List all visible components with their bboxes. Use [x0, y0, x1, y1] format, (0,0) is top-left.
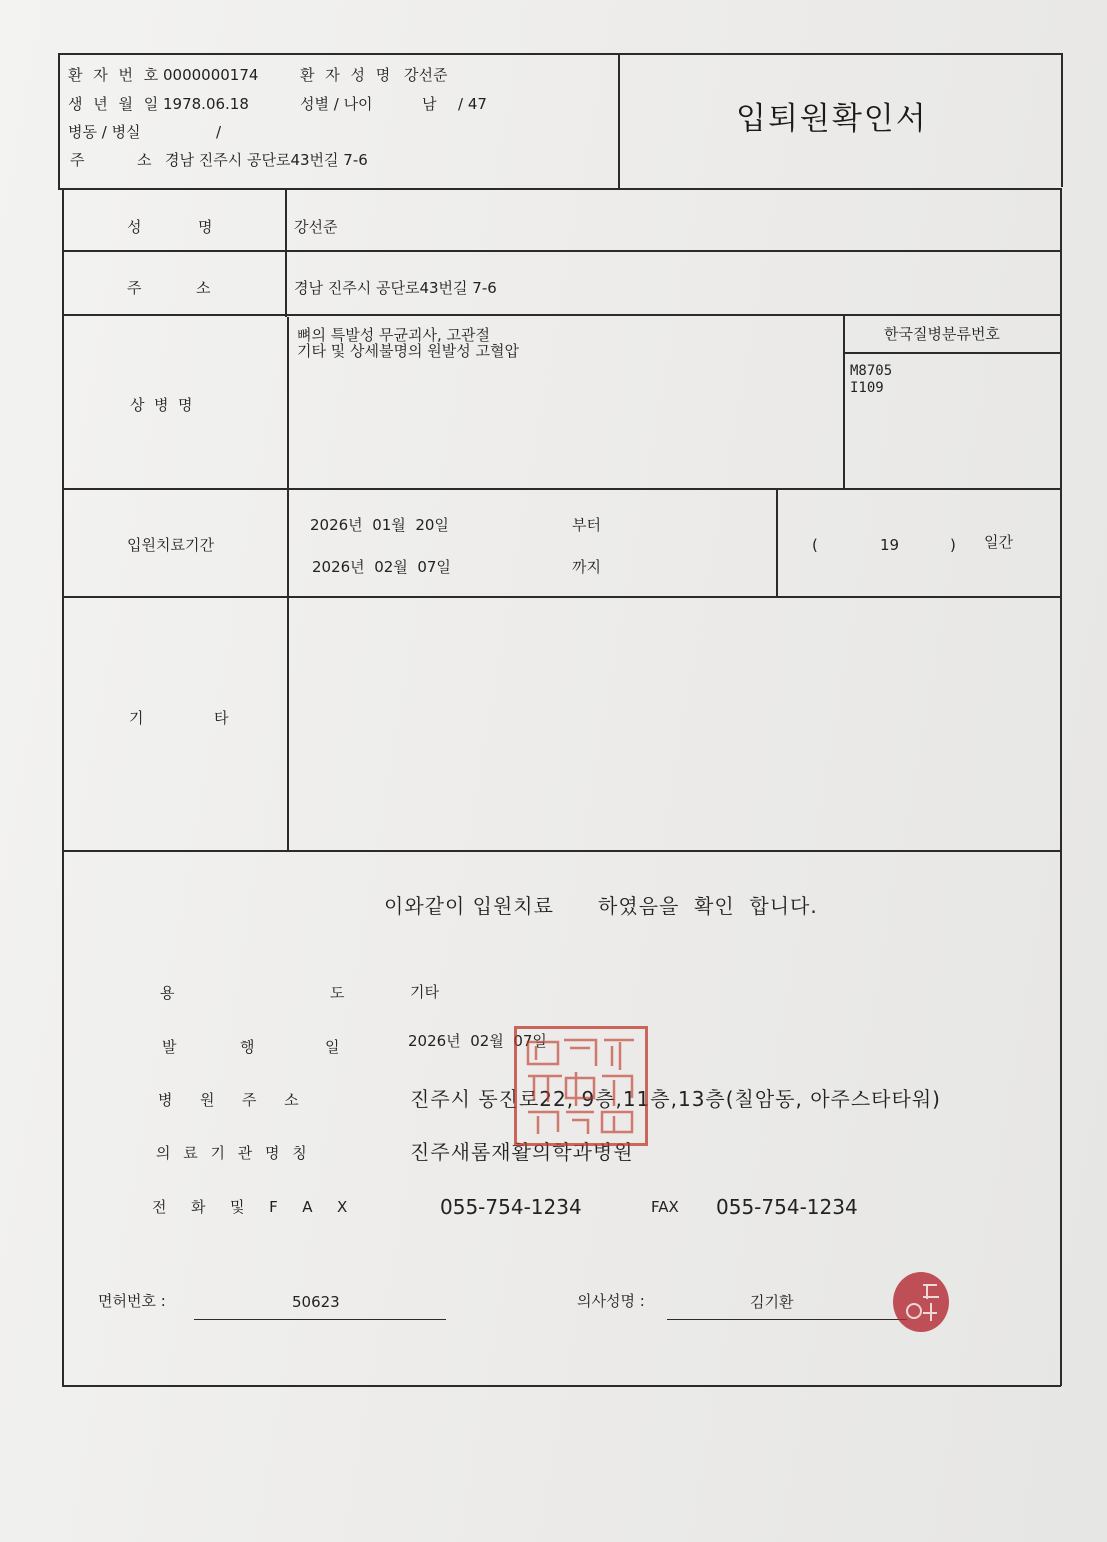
phone-label: 전 화 및 F A X: [152, 1198, 353, 1216]
doctor-name: 김기환: [750, 1293, 794, 1311]
birth-label: 생 년 월 일: [68, 95, 162, 113]
purpose-label-1: 용: [160, 984, 175, 1002]
hospital-stamp: [514, 1026, 648, 1146]
license-label: 면허번호 :: [98, 1292, 166, 1310]
disease-line-1: 뼈의 특발성 무균괴사, 고관절: [297, 326, 490, 344]
issue-date: 2026년 02월 07일: [408, 1032, 547, 1050]
disease-line-2: 기타 및 상세불명의 원발성 고혈압: [297, 342, 519, 360]
document-title: 입퇴원확인서: [736, 101, 928, 137]
days-count: 19: [880, 536, 900, 554]
ward-label: 병동 / 병실: [68, 123, 141, 141]
address-value: 경남 진주시 공단로43번길 7-6: [294, 279, 497, 297]
issue-label-2: 행: [240, 1038, 255, 1056]
period-to: 까지: [572, 558, 601, 576]
name-label-1: 성: [127, 218, 142, 236]
address-label-2: 소: [137, 151, 152, 169]
kcd-label: 한국질병분류번호: [884, 325, 1000, 343]
address-label-2: 소: [196, 279, 211, 297]
name-value: 강선준: [294, 218, 338, 236]
address-label-1: 주: [70, 151, 85, 169]
hospital-address-label: 병 원 주 소: [158, 1091, 305, 1109]
kcd-code-1: M8705: [850, 363, 893, 379]
doctor-seal-icon: [893, 1272, 949, 1332]
patient-name: 강선준: [404, 66, 448, 84]
patient-no: 0000000174: [163, 66, 259, 84]
sex-age-label: 성별 / 나이: [300, 95, 373, 113]
birth-date: 1978.06.18: [163, 95, 249, 113]
purpose-label-2: 도: [330, 984, 345, 1002]
disease-label: 상 병 명: [130, 396, 193, 414]
period-start: 2026년 01월 20일: [310, 516, 449, 534]
stamp-pattern-icon: [520, 1032, 642, 1140]
etc-label-2: 타: [214, 709, 229, 727]
institution-name: 진주새롬재활의학과병원: [410, 1140, 634, 1164]
days-unit: 일간: [984, 533, 1013, 551]
confirm-text: 이와같이 입원치료 하였음을 확인 합니다.: [384, 894, 818, 918]
issue-label-1: 발: [162, 1038, 177, 1056]
purpose-value: 기타: [410, 983, 439, 1001]
issue-label-3: 일: [325, 1038, 340, 1056]
ward-value: /: [216, 123, 222, 141]
sex: 남: [422, 95, 437, 113]
patient-no-label: 환 자 번 호: [68, 66, 162, 84]
patient-name-label: 환 자 성 명: [300, 66, 394, 84]
kcd-code-2: I109: [850, 380, 884, 396]
fax-number: 055-754-1234: [716, 1195, 858, 1219]
age: / 47: [458, 95, 487, 113]
institution-label: 의 료 기 관 명 칭: [156, 1144, 311, 1162]
days-close-paren: ): [950, 536, 956, 554]
phone-number: 055-754-1234: [440, 1195, 582, 1219]
period-end: 2026년 02월 07일: [312, 558, 451, 576]
fax-label: FAX: [651, 1198, 679, 1216]
etc-label-1: 기: [129, 709, 144, 727]
period-label: 입원치료기간: [127, 536, 214, 554]
doctor-label: 의사성명 :: [577, 1292, 645, 1310]
days-open-paren: (: [812, 536, 818, 554]
name-label-2: 명: [198, 218, 213, 236]
hospital-address: 진주시 동진로22, 9층,11층,13층(칠암동, 아주스타타워): [410, 1087, 941, 1111]
period-from: 부터: [572, 516, 601, 534]
header-address: 경남 진주시 공단로43번길 7-6: [165, 151, 368, 169]
license-number: 50623: [292, 1293, 340, 1311]
address-label-1: 주: [127, 279, 142, 297]
